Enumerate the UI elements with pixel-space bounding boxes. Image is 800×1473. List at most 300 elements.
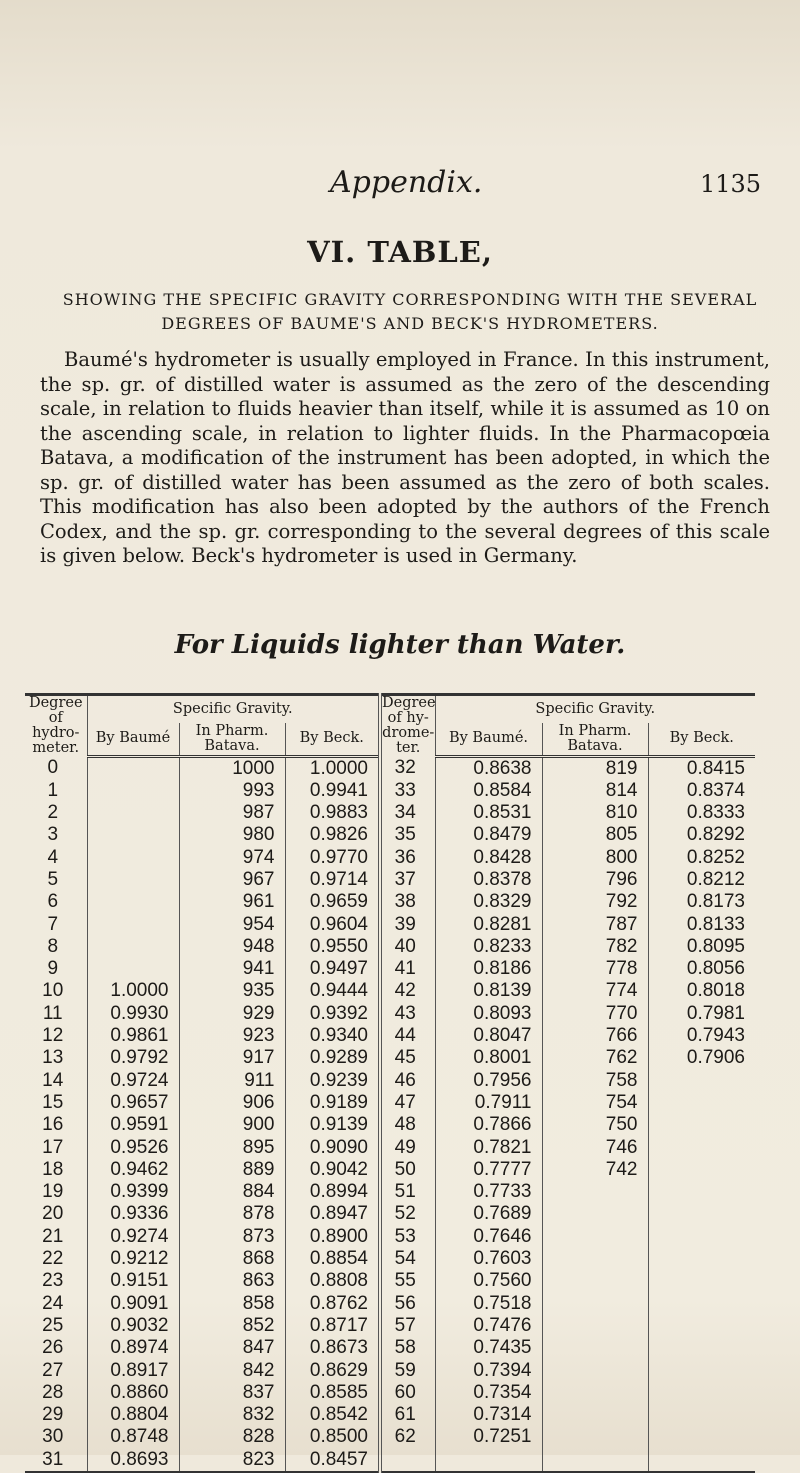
degree-right-cell: 58 (380, 1337, 435, 1359)
degree-left-cell: 4 (47, 846, 59, 868)
pharm-batava-left-cell: 852 (179, 1315, 285, 1337)
degree-left-cell: 0 (47, 756, 59, 778)
beck-right-cell: 0.7906 (648, 1047, 755, 1069)
beck-left-cell: 0.8585 (285, 1382, 380, 1404)
baume-right-cell: 0.8001 (435, 1047, 542, 1069)
degree-right-cell: 56 (380, 1293, 435, 1315)
table-row (25, 1114, 755, 1136)
degree-left-cell: 11 (42, 1002, 63, 1024)
header-degree-right: Degree of hy-drome-ter. (382, 695, 436, 756)
baume-right-cell: 0.8281 (435, 914, 542, 936)
degree-left-cell: 21 (42, 1225, 64, 1247)
beck-left-cell: 0.9714 (285, 869, 380, 891)
beck-right-cell (648, 1159, 755, 1181)
baume-left-cell: 0.9462 (87, 1159, 179, 1181)
beck-left-cell: 0.8947 (285, 1203, 380, 1225)
beck-left-cell: 0.8762 (285, 1293, 380, 1315)
degree-right-cell: 51 (380, 1181, 435, 1203)
baume-left-cell (87, 802, 179, 824)
baume-right-cell: 0.8428 (435, 847, 542, 869)
degree-left-cell: 20 (42, 1203, 64, 1225)
baume-left-cell: 0.8804 (87, 1404, 179, 1426)
baume-right-cell: 0.7476 (435, 1315, 542, 1337)
pharm-batava-right-cell: 754 (542, 1092, 648, 1114)
header-specific-gravity-left: Specific Gravity. (87, 695, 380, 724)
pharm-batava-right-cell (542, 1293, 648, 1315)
beck-right-cell (648, 1226, 755, 1248)
beck-right-cell (648, 1337, 755, 1359)
pharm-batava-left-cell: 974 (179, 847, 285, 869)
pharm-batava-left-cell: 884 (179, 1181, 285, 1203)
pharm-batava-left-cell: 935 (179, 980, 285, 1002)
beck-right-cell: 0.8333 (648, 802, 755, 824)
beck-right-cell: 0.8252 (648, 847, 755, 869)
pharm-batava-right-cell (542, 1404, 648, 1426)
baume-right-cell: 0.7821 (435, 1137, 542, 1159)
pharm-batava-right-cell: 778 (542, 958, 648, 980)
degree-left-cell: 10 (42, 980, 64, 1002)
header-by-beck-left: By Beck. (285, 723, 380, 756)
degree-left-cell: 16 (42, 1114, 64, 1136)
baume-right-cell: 0.7314 (435, 1404, 542, 1426)
pharm-batava-left-cell: 863 (179, 1270, 285, 1292)
baume-right-cell: 0.7603 (435, 1248, 542, 1270)
beck-right-cell (648, 1070, 755, 1092)
pharm-batava-right-cell: 796 (542, 869, 648, 891)
baume-left-cell: 0.8917 (87, 1360, 179, 1382)
pharm-batava-left-cell: 847 (179, 1337, 285, 1359)
baume-right-cell: 0.8584 (435, 780, 542, 802)
baume-right-cell: 0.8479 (435, 824, 542, 846)
degree-right-cell: 36 (380, 847, 435, 869)
table-row (25, 824, 755, 846)
beck-right-cell: 0.7981 (648, 1003, 755, 1025)
pharm-batava-right-cell (542, 1382, 648, 1404)
degree-right-cell: 44 (380, 1025, 435, 1047)
table-row (25, 1382, 755, 1404)
beck-left-cell: 0.9883 (285, 802, 380, 824)
pharm-batava-left-cell: 948 (179, 936, 285, 958)
table-row (25, 1137, 755, 1159)
pharm-batava-right-cell (542, 1315, 648, 1337)
baume-right-cell (435, 1449, 542, 1472)
beck-left-cell: 0.8900 (285, 1226, 380, 1248)
pharm-batava-right-cell: 792 (542, 891, 648, 913)
degree-right-cell: 61 (380, 1404, 435, 1426)
beck-right-cell: 0.8212 (648, 869, 755, 891)
beck-right-cell (648, 1382, 755, 1404)
pharm-batava-left-cell: 842 (179, 1360, 285, 1382)
table-row (25, 1203, 755, 1225)
table-row (25, 869, 755, 891)
baume-left-cell (87, 780, 179, 802)
beck-right-cell: 0.8415 (648, 756, 755, 780)
degree-left-cell: 5 (47, 868, 59, 890)
baume-left-cell: 0.8748 (87, 1426, 179, 1448)
degree-left-cell: 13 (42, 1047, 64, 1069)
pharm-batava-right-cell: 810 (542, 802, 648, 824)
baume-left-cell: 0.9792 (87, 1047, 179, 1069)
degree-left-cell: 12 (42, 1025, 64, 1047)
degree-right-cell: 53 (380, 1226, 435, 1248)
pharm-batava-right-cell (542, 1426, 648, 1448)
pharm-batava-right-cell: 782 (542, 936, 648, 958)
pharm-batava-left-cell: 906 (179, 1092, 285, 1114)
beck-left-cell: 0.8717 (285, 1315, 380, 1337)
table-row (25, 847, 755, 869)
baume-right-cell: 0.7251 (435, 1426, 542, 1448)
pharm-batava-left-cell: 878 (179, 1203, 285, 1225)
table-row (25, 958, 755, 980)
pharm-batava-left-cell: 1000 (179, 756, 285, 780)
baume-left-cell: 0.9657 (87, 1092, 179, 1114)
baume-right-cell: 0.7518 (435, 1293, 542, 1315)
baume-right-cell: 0.7956 (435, 1070, 542, 1092)
degree-right-cell: 47 (380, 1092, 435, 1114)
table-row (25, 1070, 755, 1092)
degree-left-cell: 28 (42, 1381, 64, 1403)
degree-right-cell: 40 (380, 936, 435, 958)
pharm-batava-right-cell: 800 (542, 847, 648, 869)
beck-left-cell: 0.9042 (285, 1159, 380, 1181)
degree-left-cell: 31 (25, 1449, 87, 1472)
pharm-batava-left-cell: 858 (179, 1293, 285, 1315)
baume-right-cell: 0.7560 (435, 1270, 542, 1292)
pharm-batava-left-cell: 923 (179, 1025, 285, 1047)
intro-paragraph (40, 348, 770, 569)
baume-left-cell: 0.8974 (87, 1337, 179, 1359)
baume-right-cell: 0.7394 (435, 1360, 542, 1382)
beck-right-cell: 0.8095 (648, 936, 755, 958)
beck-right-cell (648, 1270, 755, 1292)
beck-left-cell: 0.8673 (285, 1337, 380, 1359)
beck-left-cell: 0.8808 (285, 1270, 380, 1292)
degree-left-cell: 24 (42, 1292, 64, 1314)
header-specific-gravity-right: Specific Gravity. (435, 695, 755, 724)
pharm-batava-left-cell: 873 (179, 1226, 285, 1248)
pharm-batava-left-cell: 889 (179, 1159, 285, 1181)
beck-left-cell: 0.9604 (285, 914, 380, 936)
beck-left-cell: 0.8854 (285, 1248, 380, 1270)
pharm-batava-left-cell: 832 (179, 1404, 285, 1426)
baume-right-cell: 0.7435 (435, 1337, 542, 1359)
gravity-table (25, 693, 755, 1473)
table-row (25, 802, 755, 824)
table-row (25, 1337, 755, 1359)
baume-left-cell: 0.9724 (87, 1070, 179, 1092)
beck-right-cell (648, 1404, 755, 1426)
beck-right-cell: 0.8292 (648, 824, 755, 846)
table-row (25, 1360, 755, 1382)
beck-left-cell: 0.9659 (285, 891, 380, 913)
header-by-baume-left: By Baumé (87, 723, 179, 756)
pharm-batava-right-cell: 819 (542, 756, 648, 780)
degree-right-cell: 43 (380, 1003, 435, 1025)
beck-left-cell: 0.9826 (285, 824, 380, 846)
table-row (25, 1248, 755, 1270)
beck-right-cell (648, 1092, 755, 1114)
degree-left-cell: 2 (47, 802, 59, 824)
pharm-batava-right-cell (542, 1337, 648, 1359)
baume-left-cell: 1.0000 (87, 980, 179, 1002)
pharm-batava-right-cell: 787 (542, 914, 648, 936)
pharm-batava-right-cell (542, 1270, 648, 1292)
beck-right-cell (648, 1449, 755, 1472)
degree-left-cell: 9 (47, 958, 59, 980)
pharm-batava-left-cell: 911 (179, 1070, 285, 1092)
pharm-batava-right-cell: 750 (542, 1114, 648, 1136)
pharm-batava-left-cell: 929 (179, 1003, 285, 1025)
degree-right-cell: 33 (380, 780, 435, 802)
baume-left-cell: 0.9032 (87, 1315, 179, 1337)
degree-left-cell: 26 (42, 1337, 64, 1359)
degree-right-cell: 37 (380, 869, 435, 891)
degree-right-cell: 57 (380, 1315, 435, 1337)
pharm-batava-right-cell: 766 (542, 1025, 648, 1047)
baume-left-cell (87, 869, 179, 891)
degree-left-cell: 27 (42, 1359, 64, 1381)
baume-right-cell: 0.8531 (435, 802, 542, 824)
pharm-batava-left-cell: 828 (179, 1426, 285, 1448)
beck-left-cell: 0.9289 (285, 1047, 380, 1069)
pharm-batava-right-cell: 805 (542, 824, 648, 846)
beck-right-cell: 0.8374 (648, 780, 755, 802)
baume-right-cell: 0.8329 (435, 891, 542, 913)
degree-right-cell: 50 (380, 1159, 435, 1181)
baume-left-cell: 0.8693 (87, 1449, 179, 1472)
table-title: VI. TABLE, (307, 235, 493, 269)
baume-left-cell: 0.9091 (87, 1293, 179, 1315)
degree-right-cell: 54 (380, 1248, 435, 1270)
degree-right-cell: 39 (380, 914, 435, 936)
baume-left-cell: 0.9399 (87, 1181, 179, 1203)
baume-left-cell: 0.9861 (87, 1025, 179, 1047)
degree-right-cell (380, 1449, 435, 1472)
baume-right-cell: 0.8378 (435, 869, 542, 891)
beck-right-cell: 0.8018 (648, 980, 755, 1002)
pharm-batava-right-cell (542, 1360, 648, 1382)
baume-right-cell: 0.7646 (435, 1226, 542, 1248)
header-by-beck-right: By Beck. (648, 723, 755, 756)
pharm-batava-right-cell: 762 (542, 1047, 648, 1069)
baume-left-cell (87, 936, 179, 958)
pharm-batava-left-cell: 993 (179, 780, 285, 802)
table-row (25, 1092, 755, 1114)
pharm-batava-left-cell: 900 (179, 1114, 285, 1136)
degree-left-cell: 19 (42, 1181, 64, 1203)
beck-left-cell: 0.9392 (285, 1003, 380, 1025)
table-row (25, 914, 755, 936)
table-row (25, 1293, 755, 1315)
pharm-batava-right-cell: 758 (542, 1070, 648, 1092)
pharm-batava-left-cell: 954 (179, 914, 285, 936)
baume-right-cell: 0.7866 (435, 1114, 542, 1136)
baume-right-cell: 0.8139 (435, 980, 542, 1002)
beck-left-cell: 0.9941 (285, 780, 380, 802)
beck-left-cell: 0.9340 (285, 1025, 380, 1047)
degree-left-cell: 29 (42, 1404, 64, 1426)
table-row (25, 1181, 755, 1203)
beck-left-cell: 0.9139 (285, 1114, 380, 1136)
degree-right-cell: 32 (380, 756, 435, 780)
header-by-baume-right: By Baumé. (435, 723, 542, 756)
beck-right-cell: 0.8133 (648, 914, 755, 936)
table-row (25, 1025, 755, 1047)
pharm-batava-right-cell: 814 (542, 780, 648, 802)
beck-left-cell: 0.9550 (285, 936, 380, 958)
degree-left-cell: 8 (47, 935, 59, 957)
baume-right-cell: 0.7777 (435, 1159, 542, 1181)
table-row (25, 780, 755, 802)
degree-right-cell: 41 (380, 958, 435, 980)
pharm-batava-left-cell: 868 (179, 1248, 285, 1270)
beck-right-cell (648, 1315, 755, 1337)
degree-right-cell: 62 (380, 1426, 435, 1448)
pharm-batava-right-cell: 746 (542, 1137, 648, 1159)
baume-right-cell: 0.8638 (435, 756, 542, 780)
degree-left-cell: 1 (47, 779, 59, 801)
baume-right-cell: 0.7689 (435, 1203, 542, 1225)
beck-right-cell (648, 1181, 755, 1203)
baume-right-cell: 0.8233 (435, 936, 542, 958)
table-row (25, 980, 755, 1002)
pharm-batava-right-cell (542, 1203, 648, 1225)
table-row (25, 1003, 755, 1025)
beck-left-cell: 1.0000 (285, 756, 380, 780)
beck-left-cell: 0.9444 (285, 980, 380, 1002)
degree-left-cell: 7 (47, 913, 59, 935)
pharm-batava-right-cell (542, 1449, 648, 1472)
pharm-batava-left-cell: 941 (179, 958, 285, 980)
beck-left-cell: 0.8542 (285, 1404, 380, 1426)
degree-right-cell: 52 (380, 1203, 435, 1225)
baume-left-cell (87, 824, 179, 846)
pharm-batava-left-cell: 837 (179, 1382, 285, 1404)
table-row (25, 1270, 755, 1292)
beck-left-cell: 0.9497 (285, 958, 380, 980)
baume-left-cell: 0.9591 (87, 1114, 179, 1136)
table-row (25, 1159, 755, 1181)
beck-right-cell: 0.7943 (648, 1025, 755, 1047)
pharm-batava-left-cell: 961 (179, 891, 285, 913)
beck-left-cell: 0.9770 (285, 847, 380, 869)
header-pharm-batava-left: In Pharm. Batava. (179, 723, 285, 756)
beck-left-cell: 0.8457 (285, 1449, 380, 1472)
table-row (25, 1449, 755, 1472)
running-header (0, 165, 800, 205)
pharm-batava-right-cell: 774 (542, 980, 648, 1002)
baume-left-cell (87, 914, 179, 936)
baume-right-cell: 0.8047 (435, 1025, 542, 1047)
beck-right-cell (648, 1203, 755, 1225)
baume-left-cell (87, 958, 179, 980)
pharm-batava-left-cell: 980 (179, 824, 285, 846)
baume-right-cell: 0.8093 (435, 1003, 542, 1025)
baume-left-cell: 0.9212 (87, 1248, 179, 1270)
pharm-batava-left-cell: 967 (179, 869, 285, 891)
pharm-batava-right-cell: 742 (542, 1159, 648, 1181)
baume-left-cell (87, 891, 179, 913)
pharm-batava-left-cell: 987 (179, 802, 285, 824)
beck-right-cell (648, 1426, 755, 1448)
section-name: Appendix. (330, 165, 483, 200)
pharm-batava-left-cell: 823 (179, 1449, 285, 1472)
degree-right-cell: 60 (380, 1382, 435, 1404)
degree-right-cell: 59 (380, 1360, 435, 1382)
baume-right-cell: 0.7354 (435, 1382, 542, 1404)
baume-left-cell (87, 847, 179, 869)
beck-right-cell (648, 1360, 755, 1382)
baume-right-cell: 0.7733 (435, 1181, 542, 1203)
pharm-batava-right-cell (542, 1226, 648, 1248)
degree-right-cell: 55 (380, 1270, 435, 1292)
gravity-table-wrapper (25, 693, 755, 1473)
baume-left-cell: 0.9930 (87, 1003, 179, 1025)
beck-right-cell (648, 1114, 755, 1136)
pharm-batava-left-cell: 917 (179, 1047, 285, 1069)
table-row (25, 1315, 755, 1337)
beck-right-cell (648, 1293, 755, 1315)
degree-right-cell: 34 (380, 802, 435, 824)
degree-right-cell: 38 (380, 891, 435, 913)
pharm-batava-left-cell: 895 (179, 1137, 285, 1159)
table-row (25, 936, 755, 958)
degree-left-cell: 22 (42, 1248, 64, 1270)
pharm-batava-right-cell (542, 1181, 648, 1203)
table-row (25, 1047, 755, 1069)
beck-right-cell: 0.8056 (648, 958, 755, 980)
beck-right-cell (648, 1137, 755, 1159)
degree-left-cell: 25 (42, 1314, 64, 1336)
beck-right-cell: 0.8173 (648, 891, 755, 913)
table-body (25, 756, 755, 1472)
baume-right-cell: 0.8186 (435, 958, 542, 980)
degree-left-cell: 23 (42, 1270, 64, 1292)
beck-left-cell: 0.9189 (285, 1092, 380, 1114)
table-row (25, 1226, 755, 1248)
pharm-batava-right-cell (542, 1248, 648, 1270)
degree-left-cell: 6 (47, 891, 59, 913)
table-row (25, 1426, 755, 1448)
table-subtitle: SHOWING THE SPECIFIC GRAVITY CORRESPONDING WITH THE SEVERAL DEGREES OF BAUME'S AND BECK'S HYDROMETERS. (62, 290, 758, 333)
degree-right-cell: 46 (380, 1070, 435, 1092)
table-row (25, 1404, 755, 1426)
beck-left-cell: 0.8994 (285, 1181, 380, 1203)
degree-right-cell: 48 (380, 1114, 435, 1136)
degree-right-cell: 49 (380, 1137, 435, 1159)
table-row (25, 891, 755, 913)
baume-left-cell: 0.9151 (87, 1270, 179, 1292)
degree-left-cell: 15 (42, 1091, 64, 1113)
baume-left-cell: 0.9526 (87, 1137, 179, 1159)
header-degree-left: Degree of hydro-meter. (28, 695, 83, 756)
baume-left-cell (87, 756, 179, 780)
beck-left-cell: 0.9090 (285, 1137, 380, 1159)
degree-left-cell: 14 (42, 1069, 64, 1091)
degree-right-cell: 42 (380, 980, 435, 1002)
section-heading: For Liquids lighter than Water. (174, 630, 626, 660)
degree-left-cell: 3 (47, 824, 59, 846)
baume-right-cell: 0.7911 (435, 1092, 542, 1114)
pharm-batava-right-cell: 770 (542, 1003, 648, 1025)
baume-left-cell: 0.8860 (87, 1382, 179, 1404)
degree-left-cell: 17 (42, 1136, 64, 1158)
degree-right-cell: 45 (380, 1047, 435, 1069)
header-pharm-batava-right: In Pharm. Batava. (542, 723, 648, 756)
intro-text: Baumé's hydrometer is usually employed in France. In this instrument, the sp. gr. of distilled water is assumed as the zero of the descending scale, in relation to fluids heavier than itself, while it is assumed as 10 on the ascending scale, in relation to lighter fluids. In the Pharmacopœia Batava, a modification of the instrument has been adopted, in which the sp. gr. of distilled water has been assumed as the zero of both scales. This modification has also been adopted by the authors of the French Codex, and the sp. gr. corresponding to the several degrees of this scale is given below. Beck's hydrometer is used in Germany. (40, 348, 770, 567)
baume-left-cell: 0.9336 (87, 1203, 179, 1225)
page-number: 1135 (700, 170, 762, 198)
